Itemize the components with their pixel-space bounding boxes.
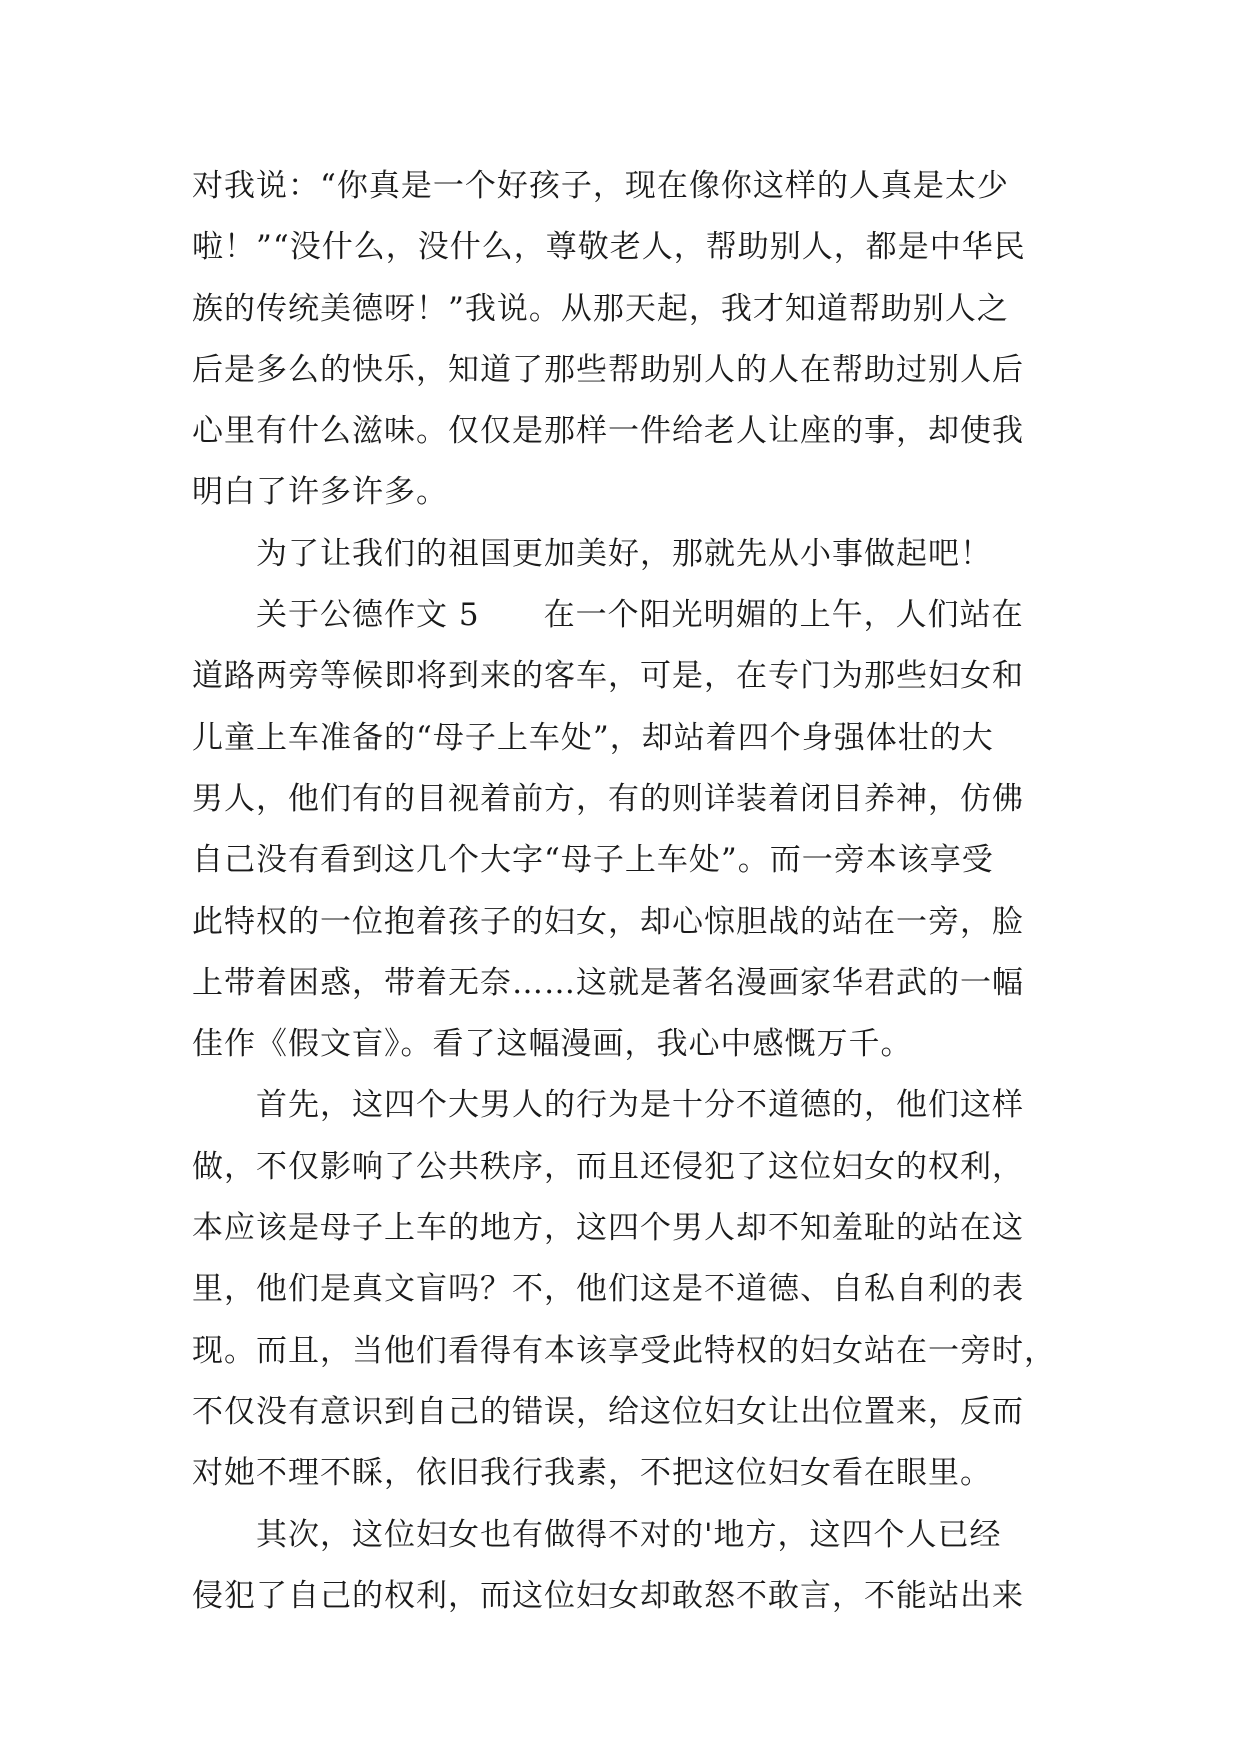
paragraph-first-line: 为了让我们的祖国更加美好，那就先从小事做起吧！	[256, 535, 992, 572]
text-line: 自己没有看到这几个大字“母子上车处”。而一旁本该享受	[192, 842, 994, 879]
text-line: 对她不理不睬，依旧我行我素，不把这位妇女看在眼里。	[192, 1455, 992, 1492]
text-line: 啦！”“没什么，没什么，尊敬老人，帮助别人，都是中华民	[192, 229, 1026, 266]
text-line: 现。而且，当他们看得有本该享受此特权的妇女站在一旁时，	[192, 1332, 1056, 1369]
text-line: 本应该是母子上车的地方，这四个男人却不知羞耻的站在这	[192, 1210, 1024, 1247]
text-line: 做，不仅影响了公共秩序，而且还侵犯了这位妇女的权利，	[192, 1148, 1024, 1185]
text-line: 儿童上车准备的“母子上车处”，却站着四个身强体壮的大	[192, 719, 994, 756]
text-line: 后是多么的快乐，知道了那些帮助别人的人在帮助过别人后	[192, 351, 1024, 388]
text-line: 男人，他们有的目视着前方，有的则详装着闭目养神，仿佛	[192, 780, 1024, 817]
essay-heading-line: 关于公德作文 5 在一个阳光明媚的上午，人们站在	[256, 597, 1024, 634]
text-line: 里，他们是真文盲吗？不，他们这是不道德、自私自利的表	[192, 1271, 1024, 1308]
text-line: 族的传统美德呀！”我说。从那天起，我才知道帮助别人之	[192, 290, 1009, 327]
body-text	[192, 156, 1092, 1627]
text-line: 对我说：“你真是一个好孩子，现在像你这样的人真是太少	[192, 168, 1009, 204]
text-line: 不仅没有意识到自己的错误，给这位妇女让出位置来，反而	[192, 1393, 1024, 1430]
paragraph-first-line: 其次，这位妇女也有做得不对的'地方，这四个人已经	[256, 1516, 1002, 1553]
paragraph-first-line: 首先，这四个大男人的行为是十分不道德的，他们这样	[256, 1087, 1024, 1124]
text-line: 上带着困惑，带着无奈……这就是著名漫画家华君武的一幅	[192, 964, 1024, 1001]
text-line: 道路两旁等候即将到来的客车，可是，在专门为那些妇女和	[192, 658, 1024, 695]
text-line: 侵犯了自己的权利，而这位妇女却敢怒不敢言，不能站出来	[192, 1577, 1024, 1614]
text-line: 佳作《假文盲》。看了这幅漫画，我心中感慨万千。	[192, 1026, 913, 1063]
text-line: 心里有什么滋味。仅仅是那样一件给老人让座的事，却使我	[192, 413, 1024, 450]
text-line: 此特权的一位抱着孩子的妇女，却心惊胆战的站在一旁，脸	[192, 903, 1024, 940]
text-line: 明白了许多许多。	[192, 474, 448, 511]
